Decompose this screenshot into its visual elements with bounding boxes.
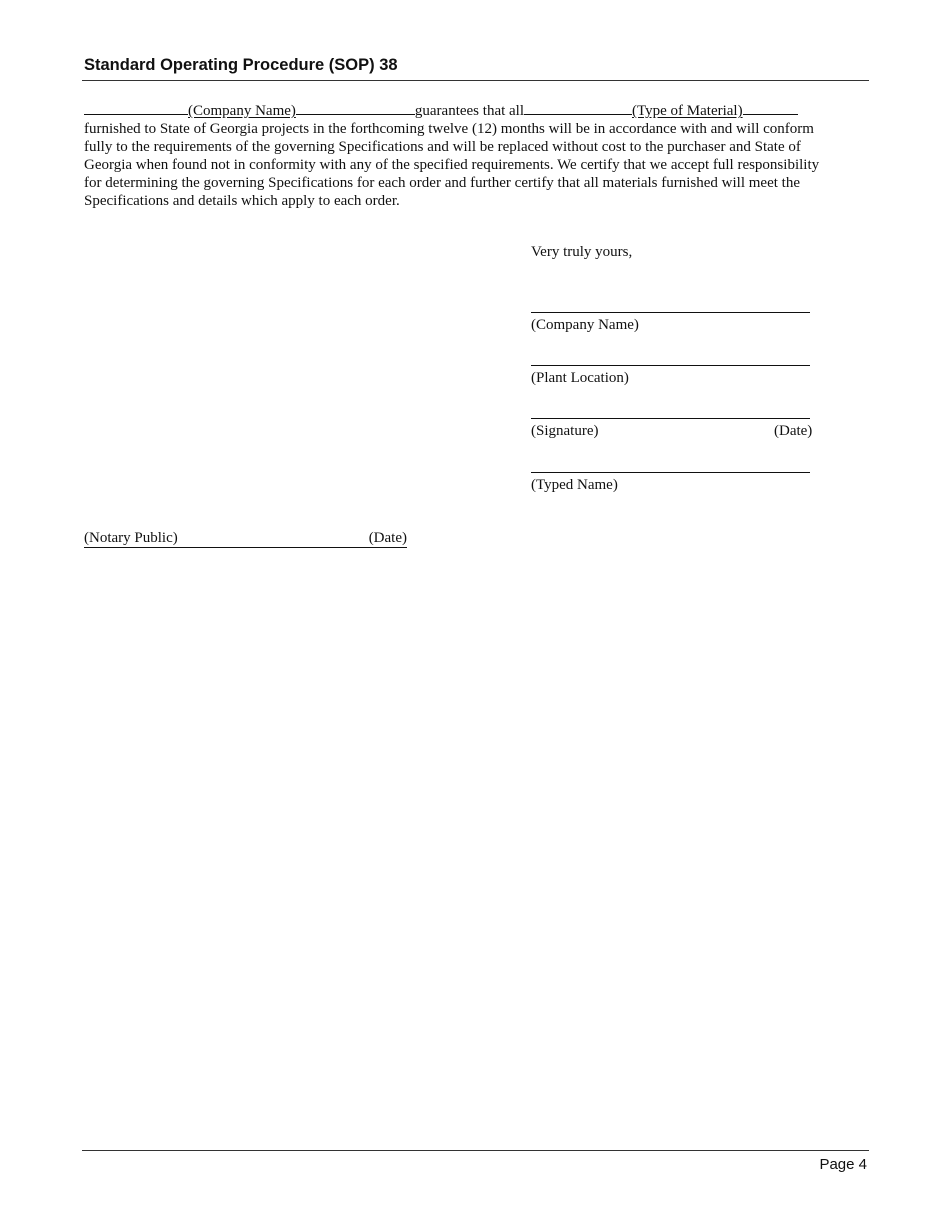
notary-date-label: (Date) bbox=[368, 530, 407, 546]
company-name-blank-right bbox=[296, 100, 415, 115]
typed-name-label: (Typed Name) bbox=[531, 477, 618, 493]
body-line: furnished to State of Georgia projects in the forthcoming twelve (12) months will be in accordance with and will conform bbox=[84, 121, 814, 137]
typed-name-signature-line[interactable] bbox=[531, 472, 810, 473]
body-line: fully to the requirements of the governing Specifications and will be replaced without cost to the purchaser and State of bbox=[84, 139, 801, 155]
notary-public-label: (Notary Public) bbox=[84, 530, 178, 546]
material-placeholder: (Type of Material) bbox=[632, 103, 743, 119]
page-title: Standard Operating Procedure (SOP) 38 bbox=[84, 56, 398, 74]
guarantee-first-line bbox=[84, 100, 864, 120]
signature-date-label: (Date) bbox=[774, 423, 813, 439]
footer-divider bbox=[82, 1150, 869, 1151]
company-name-signature-line[interactable] bbox=[531, 312, 810, 313]
closing-salutation: Very truly yours, bbox=[531, 244, 633, 260]
guarantee-paragraph bbox=[84, 100, 864, 210]
signature-line[interactable] bbox=[531, 418, 810, 419]
material-blank-left bbox=[524, 100, 632, 115]
plant-location-signature-line[interactable] bbox=[531, 365, 810, 366]
notary-line[interactable] bbox=[84, 530, 407, 548]
body-line: for determining the governing Specifications for each order and further certify that all materials furnished will meet the bbox=[84, 175, 800, 191]
company-name-label: (Company Name) bbox=[531, 317, 639, 333]
page-number: Page 4 bbox=[819, 1156, 867, 1173]
plant-location-label: (Plant Location) bbox=[531, 370, 629, 386]
signature-label: (Signature) bbox=[531, 423, 599, 439]
company-name-placeholder: (Company Name) bbox=[188, 103, 296, 119]
header-divider bbox=[82, 80, 869, 81]
body-line: Specifications and details which apply to each order. bbox=[84, 193, 400, 209]
body-line: Georgia when found not in conformity with any of the specified requirements. We certify that we accept full responsibility bbox=[84, 157, 820, 173]
company-name-blank-left bbox=[84, 100, 188, 115]
guarantee-text: guarantees that all bbox=[414, 103, 525, 119]
material-blank-right bbox=[743, 100, 798, 115]
